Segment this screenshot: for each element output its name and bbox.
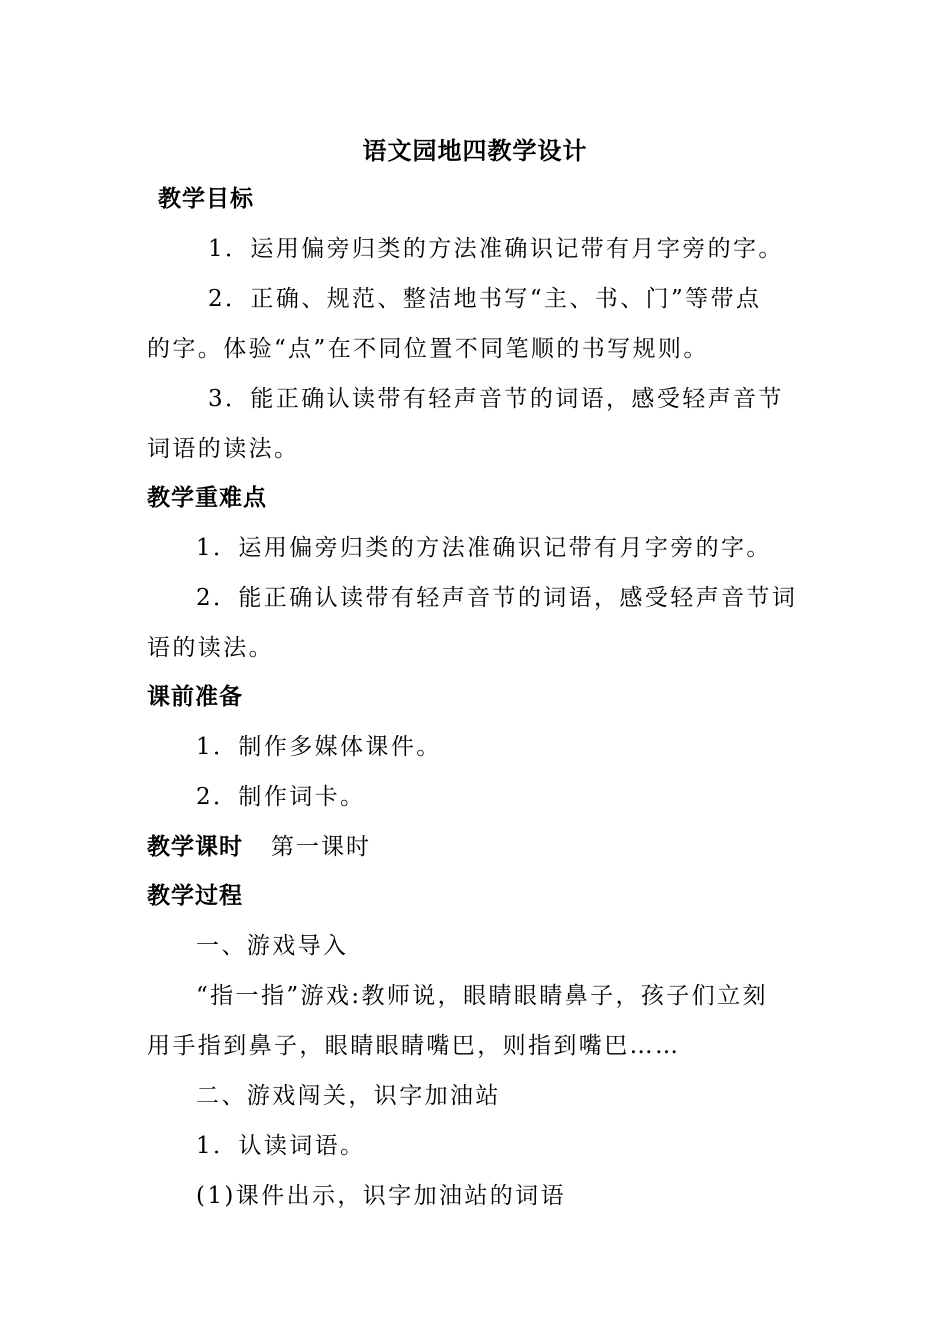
process-part-1-text-line-2: 用手指到鼻子，眼睛眼睛嘴巴，则指到嘴巴…… (147, 1033, 681, 1059)
key-point-item-2-line-1: 2．能正确认读带有轻声音节的词语，感受轻声音节词 (196, 585, 798, 611)
preparation-item-2: 2．制作词卡。 (196, 784, 366, 810)
goal-item-3-line-1: 3．能正确认读带有轻声音节的词语，感受轻声音节 (208, 386, 784, 412)
lesson-time-label: 教学课时 (147, 834, 243, 860)
process-part-2: 二、游戏闯关，识字加油站 (196, 1083, 501, 1109)
document-title: 语文园地四教学设计 (362, 137, 588, 165)
goal-item-3-line-2: 词语的读法。 (147, 436, 300, 462)
process-step-1-sub-1: (1)课件出示，识字加油站的词语 (196, 1183, 566, 1209)
section-heading-goals: 教学目标 (158, 186, 254, 212)
goal-item-2-line-2: 的字。体验“点”在不同位置不同笔顺的书写规则。 (147, 336, 709, 362)
section-heading-lesson-time (147, 832, 807, 862)
section-heading-process: 教学过程 (147, 883, 243, 909)
preparation-item-1: 1．制作多媒体课件。 (196, 734, 442, 760)
goal-item-1: 1．运用偏旁归类的方法准确识记带有月字旁的字。 (208, 236, 784, 262)
key-point-item-1: 1．运用偏旁归类的方法准确识记带有月字旁的字。 (196, 535, 772, 561)
process-part-1: 一、游戏导入 (196, 933, 349, 959)
section-heading-preparation: 课前准备 (147, 684, 243, 710)
process-step-1: 1．认读词语。 (196, 1133, 366, 1159)
goal-item-2-line-1: 2．正确、规范、整洁地书写“主、书、门”等带点 (208, 286, 762, 312)
section-heading-key-points: 教学重难点 (147, 485, 267, 511)
process-part-1-text-line-1: “指一指”游戏:教师说，眼睛眼睛鼻子，孩子们立刻 (196, 983, 768, 1009)
key-point-item-2-line-2: 语的读法。 (147, 635, 274, 661)
lesson-time-value: 第一课时 (271, 834, 371, 860)
